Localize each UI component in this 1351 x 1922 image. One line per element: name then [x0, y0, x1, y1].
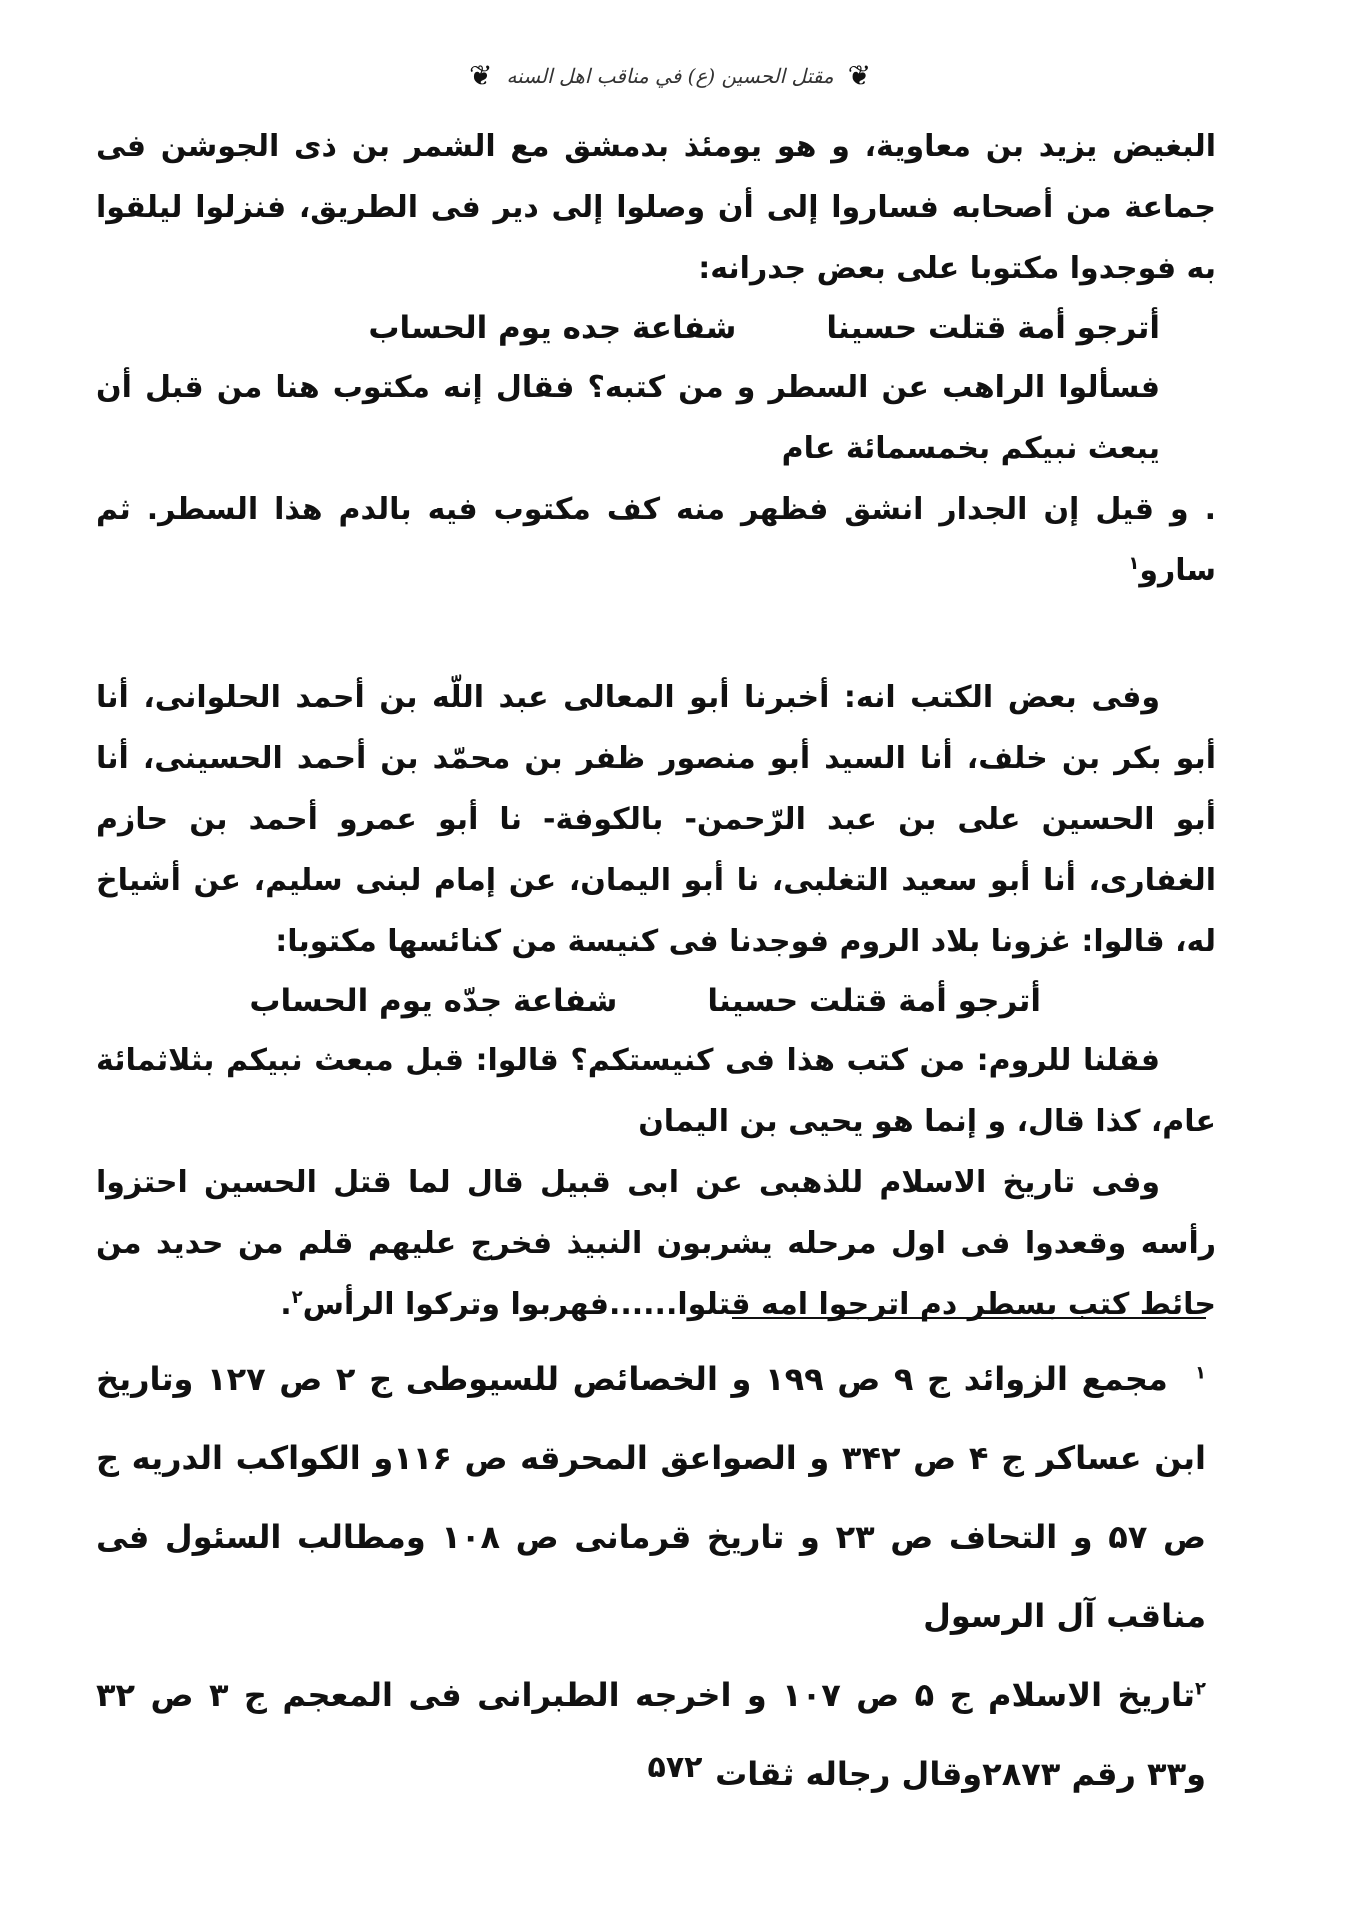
footnote-1: $^١$ مجمع الزوائد ج ٩ ص ١٩٩ و الخصائص للسيوطى ج ٢ ص ١٢٧ وتاريخ ابن عساكر ج ۴ ص ٣۴٢ و الصواعق المحرقه ص ١١۶و الكواكب الدريه ج ص ۵٧ و التحاف ص ٢٣ و تاريخ قرمانى ص ١٠٨ ومطالب السئول فى مناقب آل الرسول — [96, 1360, 1207, 1635]
footnote-2: $^٢$تاريخ الاسلام ج ۵ ص ١٠٧ و اخرجه الطبرانى فى المعجم ج ٣ ص ٣٢ و٣٣ رقم ٢٨٧٣وقال رجاله ثقات — [96, 1676, 1207, 1793]
verse-1 — [96, 299, 1216, 357]
paragraph-3: . و قيل إن الجدار انشق فظهر منه كف مكتوب فيه بالدم هذا السطر. ثم سارو$^١$ — [96, 492, 1216, 588]
ornament-right-icon: ❦ — [847, 59, 872, 92]
verse-2-first-hemistich: أترجو أمة قتلت حسينا — [707, 983, 1041, 1019]
verse-2-second-hemistich: شفاعة جدّه يوم الحساب — [249, 983, 618, 1019]
paragraph-5: فقلنا للروم: من كتب هذا فى كنيستكم؟ قالوا: قبل مبعث نبيكم بثلاثمائة عام، كذا قال، و إنما هو يحيى بن اليمان — [96, 1043, 1216, 1139]
footnotes — [96, 1340, 1206, 1814]
footnote-ref-1[interactable]: ١ — [1128, 553, 1140, 574]
main-text — [96, 116, 1216, 1335]
footnote-1-marker: ١ — [1195, 1362, 1207, 1384]
paragraph-1: البغيض يزيد بن معاوية، و هو يومئذ بدمشق مع الشمر بن ذى الجوشن فى جماعة من أصحابه فساروا إلى أن وصلوا إلى دير فى الطريق، فنزلوا ليلقوا به فوجدوا مكتوبا على بعض جدرانه: — [96, 129, 1216, 286]
paragraph-2: فسألوا الراهب عن السطر و من كتبه؟ فقال إنه مكتوب هنا من قبل أن يبعث نبيكم بخمسمائة عام — [96, 370, 1160, 466]
verse-2 — [96, 972, 1216, 1030]
paragraph-6: وفى تاريخ الاسلام للذهبى عن ابى قبيل قال لما قتل الحسين احتزوا رأسه وقعدوا فى اول مرحله يشربون النبيذ فخرج عليهم قلم من حديد من حائط كتب بسطر دم اترجوا امه قتلوا......فهربوا وتركوا الرأس$^٢$. — [96, 1165, 1216, 1322]
verse-1-first-hemistich: أترجو أمة قتلت حسينا — [826, 310, 1160, 346]
footnote-ref-2[interactable]: ٢ — [291, 1287, 303, 1308]
verse-1-second-hemistich: شفاعة جده يوم الحساب — [368, 310, 737, 346]
ornament-left-icon: ❦ — [468, 59, 493, 92]
paragraph-4: وفى بعض الكتب انه: أخبرنا أبو المعالى عبد اللّه بن أحمد الحلوانى، أنا أبو بكر بن خلف، أنا السيد أبو منصور ظفر بن محمّد بن أحمد الحسينى، أنا أبو الحسين على بن عبد الرّحمن- بالكوفة- نا أبو عمرو أحمد بن حازم الغفارى، أنا أبو سعيد التغلبى، نا أبو اليمان، عن إمام لبنى سليم، عن أشياخ له، قالوا: غزونا بلاد الروم فوجدنا فى كنيسة من كنائسها مكتوبا: — [96, 680, 1216, 959]
running-header — [440, 58, 900, 94]
header-title: مقتل الحسين (ع) في مناقب اهل السنه — [506, 64, 834, 88]
page-number: ۵٧٢ — [647, 1750, 703, 1785]
footnote-divider — [732, 1317, 1206, 1319]
footnote-2-marker: ٢ — [1195, 1678, 1207, 1700]
